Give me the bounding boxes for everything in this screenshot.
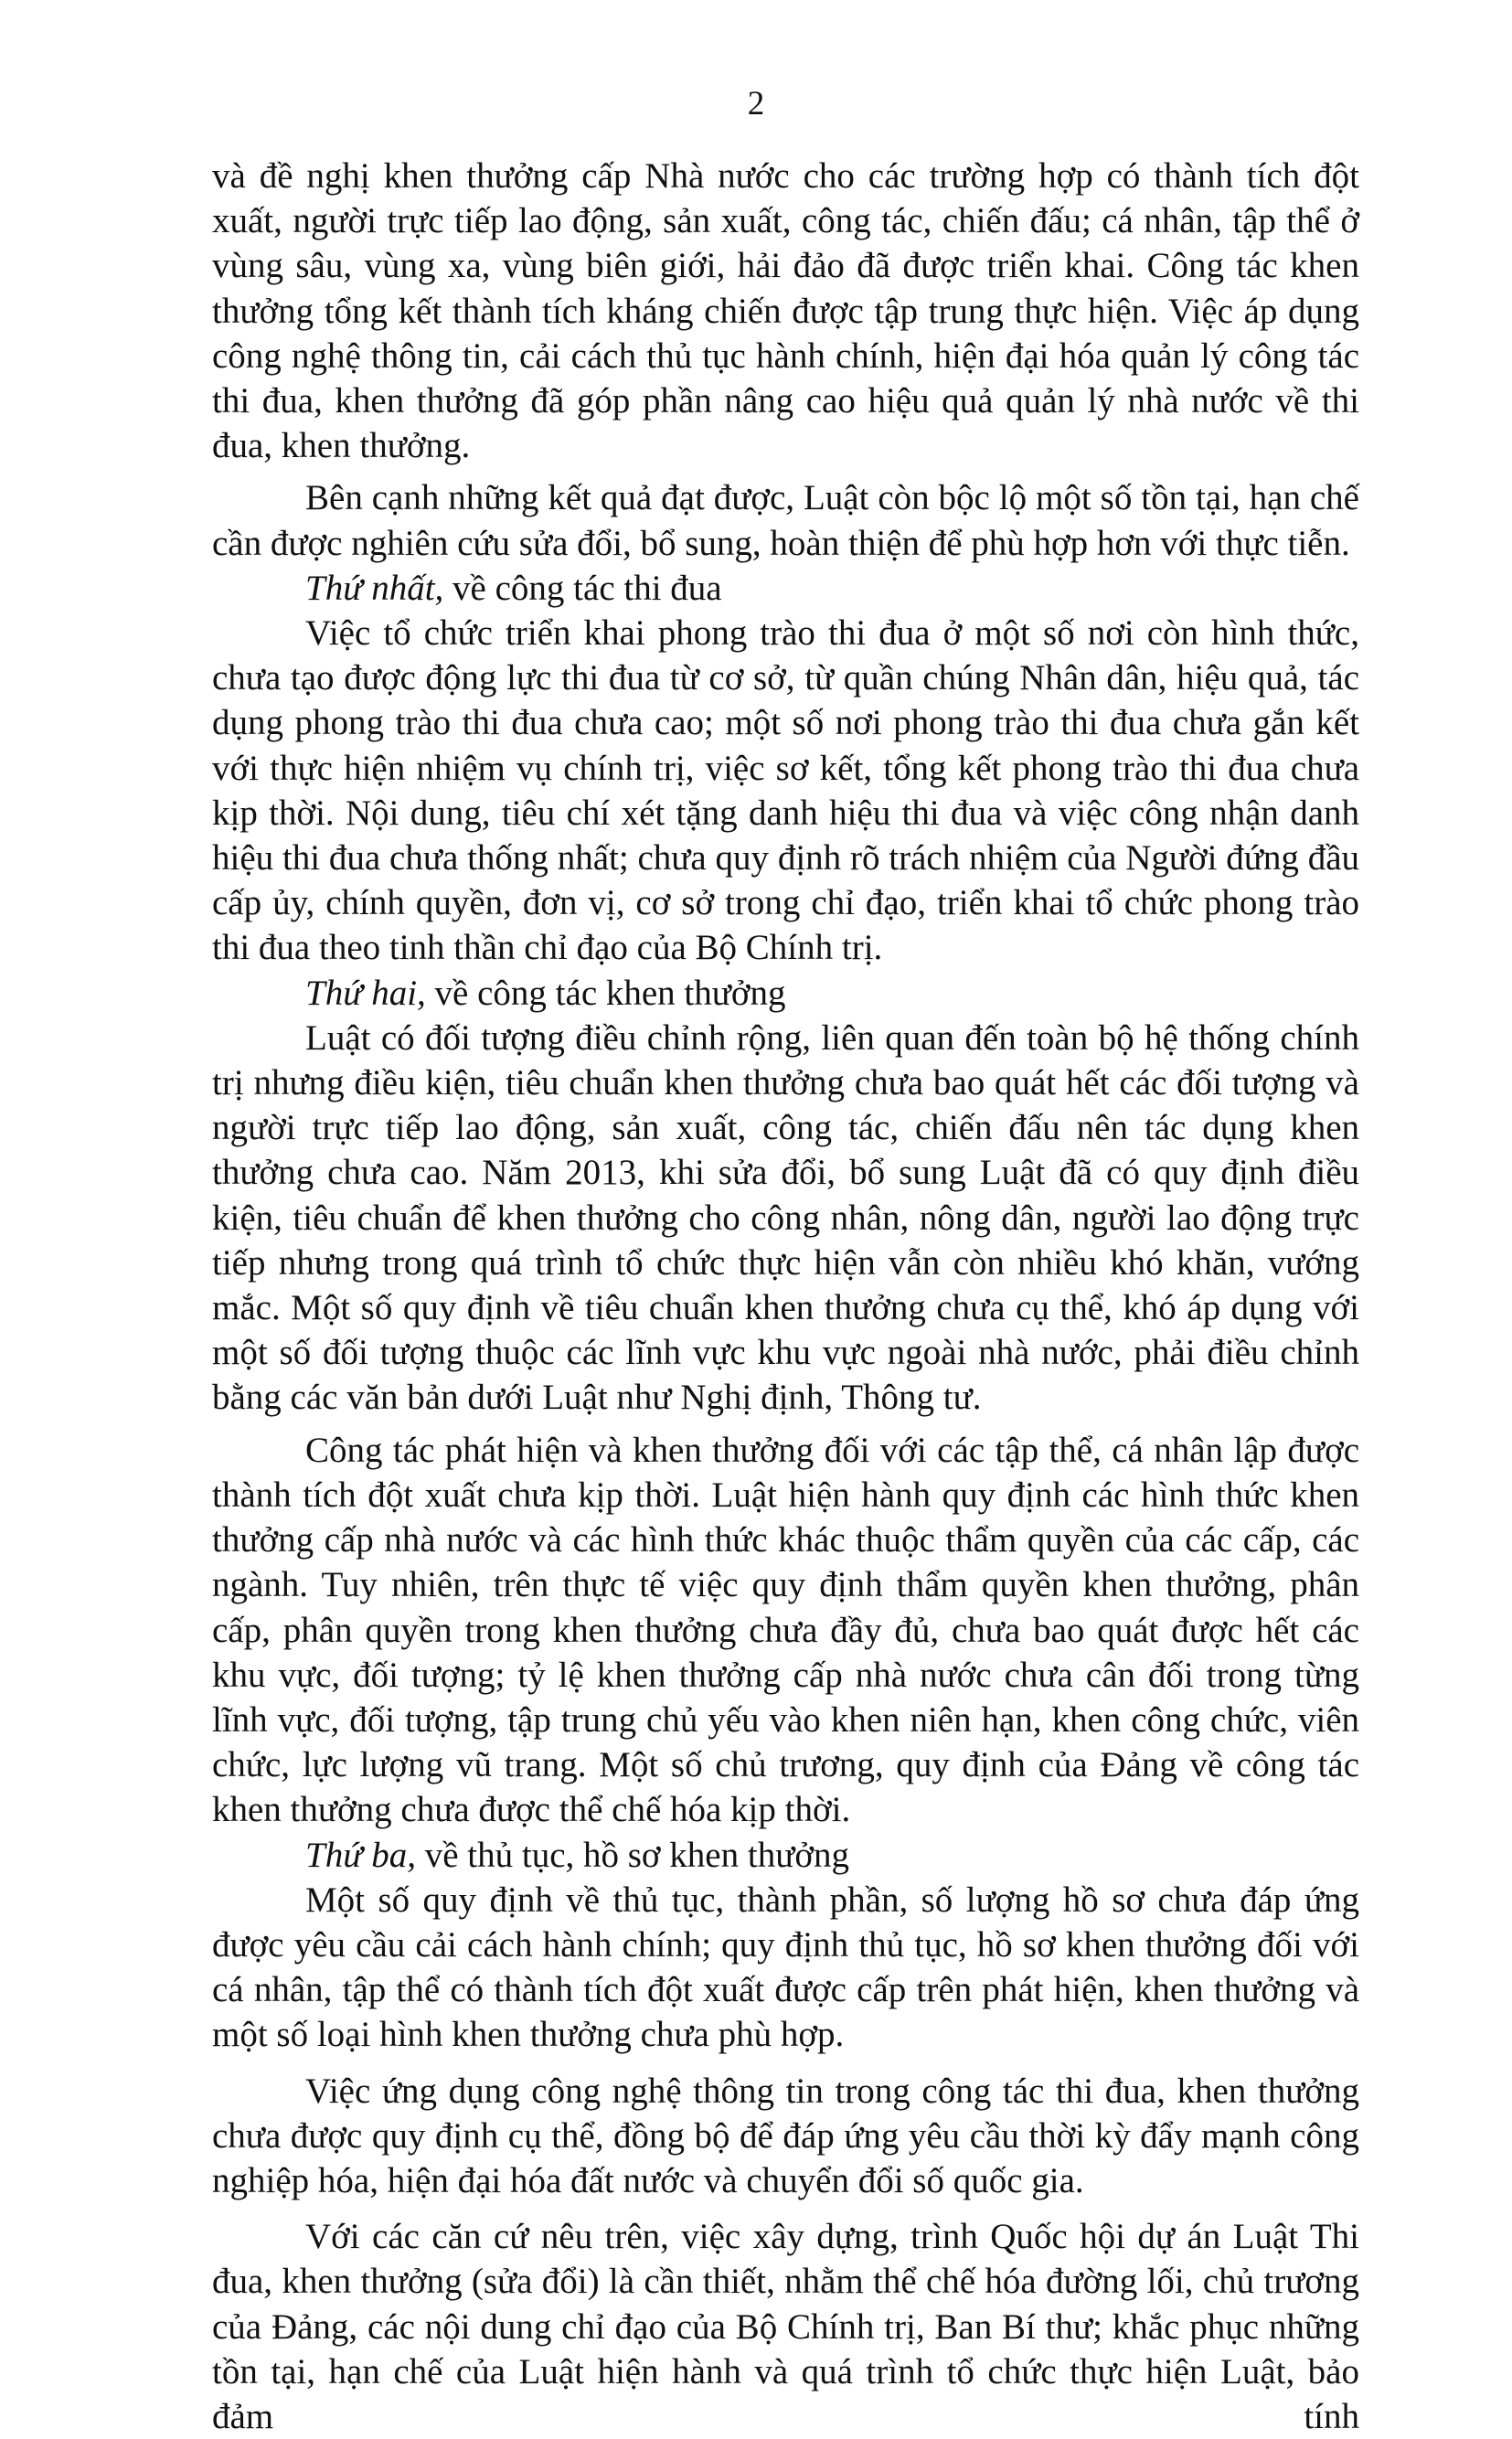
paragraph-limitations-intro: Bên cạnh những kết quả đạt được, Luật còn bộc lộ một số tồn tại, hạn chế cần được nghiên cứu sửa đổi, bổ sung, hoàn thiện để phù hợp hơn với thực tiễn. — [212, 478, 1359, 563]
heading-first: Thứ nhất, về công tác thi đua — [305, 568, 722, 608]
paragraph-procedures: Một số quy định về thủ tục, thành phần, số lượng hồ sơ chưa đáp ứng được yêu cầu cải cách hành chính; quy định thủ tục, hồ sơ khen thưởng đối với cá nhân, tập thể có thành tích đột xuất được cấp trên phát hiện, khen thưởng và một số loại hình khen thưởng chưa phù hợp. — [212, 1880, 1360, 2055]
paragraph-reward-scope: Luật có đối tượng điều chỉnh rộng, liên quan đến toàn bộ hệ thống chính trị nhưng điều kiện, tiêu chuẩn khen thưởng chưa bao quát hết các đối tượng và người trực tiếp lao động, sản xuất, công tác, chiến đấu nên tác dụng khen thưởng chưa cao. Năm 2013, khi sửa đổi, bổ sung Luật đã có quy định điều kiện, tiêu chuẩn để khen thưởng cho công nhân, nông dân, người lao động trực tiếp nhưng trong quá trình tổ chức thực hiện vẫn còn nhiều khó khăn, vướng mắc. Một số quy định về tiêu chuẩn khen thưởng chưa cụ thể, khó áp dụng với một số đối tượng thuộc các lĩnh vực khu vực ngoài nhà nước, phải điều chỉnh bằng các văn bản dưới Luật như Nghị định, Thông tư. — [212, 1017, 1360, 1418]
paragraph-emulation-issues: Việc tổ chức triển khai phong trào thi đua ở một số nơi còn hình thức, chưa tạo được động lực thi đua từ cơ sở, từ quần chúng Nhân dân, hiệu quả, tác dụng phong trào thi đua chưa cao; một số nơi phong trào thi đua chưa gắn kết với thực hiện nhiệm vụ chính trị, việc sơ kết, tổng kết phong trào thi đua chưa kịp thời. Nội dung, tiêu chí xét tặng danh hiệu thi đua và việc công nhận danh hiệu thi đua chưa thống nhất; chưa quy định rõ trách nhiệm của Người đứng đầu cấp ủy, chính quyền, đơn vị, cơ sở trong chỉ đạo, triển khai tổ chức phong trào thi đua theo tinh thần chỉ đạo của Bộ Chính trị. — [212, 613, 1360, 968]
paragraph-conclusion: Với các căn cứ nêu trên, việc xây dựng, trình Quốc hội dự án Luật Thi đua, khen thưởng (sửa đổi) là cần thiết, nhằm thể chế hóa đường lối, chủ trương của Đảng, các nội dung chỉ đạo của Bộ Chính trị, Ban Bí thư; khắc phục những tồn tại, hạn chế của Luật hiện hành và quá trình tổ chức thực hiện Luật, bảo đảm tính — [212, 2217, 1359, 2436]
paragraph-reward-detection: Công tác phát hiện và khen thưởng đối với các tập thể, cá nhân lập được thành tích đột xuất chưa kịp thời. Luật hiện hành quy định các hình thức khen thưởng cấp nhà nước và các hình thức khác thuộc thẩm quyền của các cấp, các ngành. Tuy nhiên, trên thực tế việc quy định thẩm quyền khen thưởng, phân cấp, phân quyền trong khen thưởng chưa đầy đủ, chưa bao quát được hết các khu vực, đối tượng; tỷ lệ khen thưởng cấp nhà nước chưa cân đối trong từng lĩnh vực, đối tượng, tập trung chủ yếu vào khen niên hạn, khen công chức, viên chức, lực lượng vũ trang. Một số chủ trương, quy định của Đảng về công tác khen thưởng chưa được thể chế hóa kịp thời. — [212, 1430, 1360, 1830]
page-number: 2 — [747, 85, 765, 122]
paragraph-it-application: Việc ứng dụng công nghệ thông tin trong công tác thi đua, khen thưởng chưa được quy định cụ thể, đồng bộ để đáp ứng yêu cầu thời kỳ đẩy mạnh công nghiệp hóa, hiện đại hóa đất nước và chuyển đổi số quốc gia. — [212, 2071, 1359, 2200]
heading-third: Thứ ba, về thủ tục, hồ sơ khen thưởng — [305, 1835, 849, 1875]
heading-second: Thứ hai, về công tác khen thưởng — [305, 973, 786, 1013]
paragraph-continuation: và đề nghị khen thưởng cấp Nhà nước cho các trường hợp có thành tích đột xuất, người trực tiếp lao động, sản xuất, công tác, chiến đấu; cá nhân, tập thể ở vùng sâu, vùng xa, vùng biên giới, hải đảo đã được triển khai. Công tác khen thưởng tổng kết thành tích kháng chiến được tập trung thực hiện. Việc áp dụng công nghệ thông tin, cải cách thủ tục hành chính, hiện đại hóa quản lý công tác thi đua, khen thưởng đã góp phần nâng cao hiệu quả quản lý nhà nước về thi đua, khen thưởng. — [212, 156, 1360, 466]
document-body — [212, 154, 1359, 2439]
